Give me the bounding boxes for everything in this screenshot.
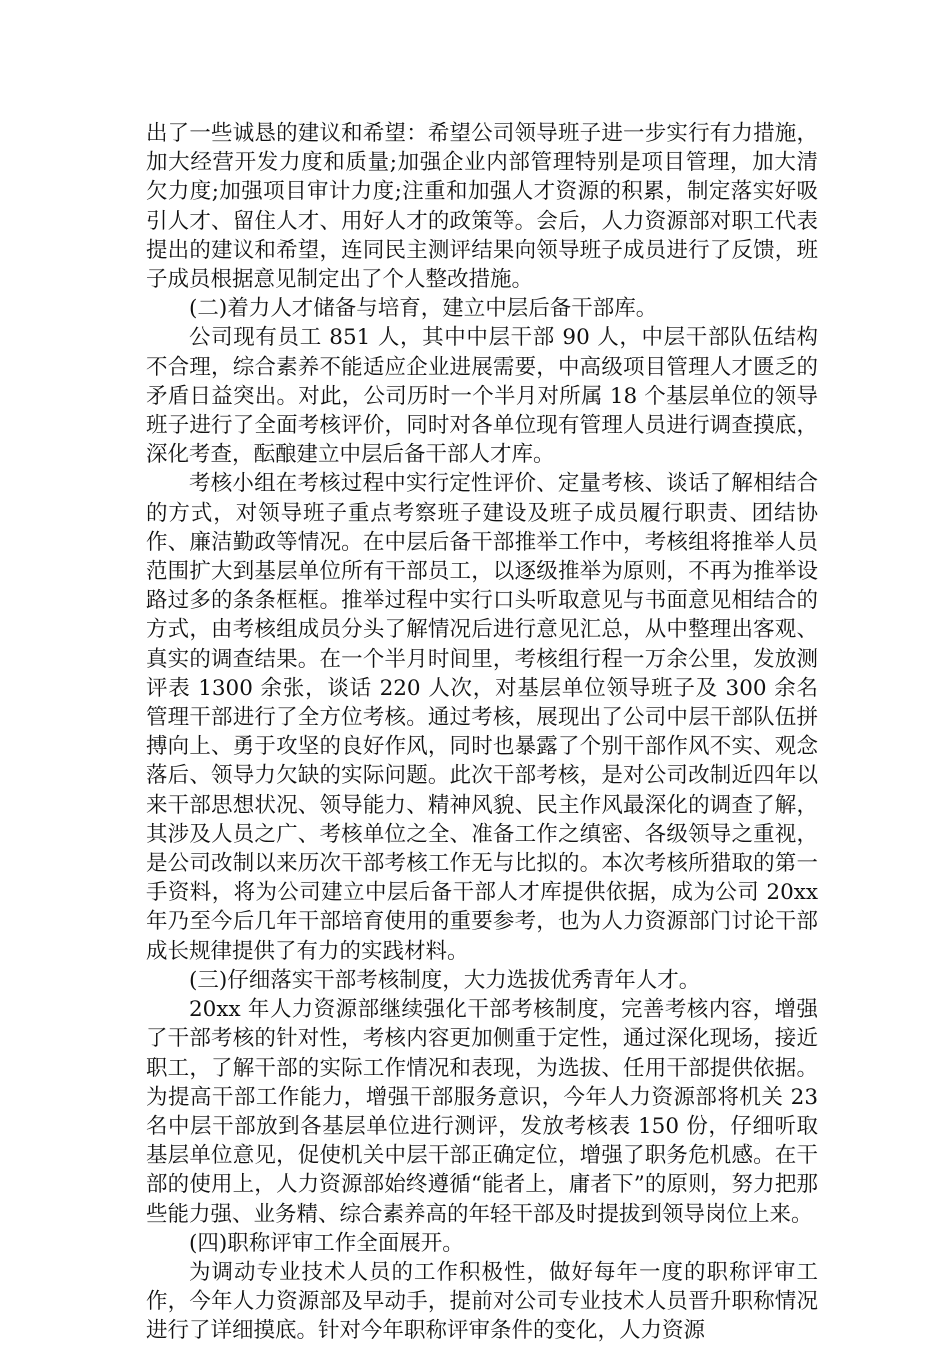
heading-section-4: (四)职称评审工作全面展开。 (189, 1230, 464, 1256)
paragraph-suggestions: 出了一些诚恳的建议和希望：希望公司领导班子进一步实行有力措施，加大经营开发力度和质量;加强企业内部管理特别是项目管理，加大清欠力度;加强项目审计力度;注重和加强人才资源的积累，制定落实好吸引人才、留住人才、用好人才的政策等。会后，人力资源部对职工代表提出的建议和希望，连同民主测评结果向领导班子成员进行了反馈，班子成员根据意见制定出了个人整改措施。 (146, 121, 818, 293)
heading-section-3: (三)仔细落实干部考核制度，大力选拔优秀青年人才。 (189, 967, 701, 993)
heading-section-2: (二)着力人才储备与培育，建立中层后备干部库。 (189, 296, 658, 322)
paragraph-staff-overview: 公司现有员工 851 人，其中中层干部 90 人，中层干部队伍结构不合理，综合素养不能适应企业进展需要，中高级项目管理人才匮乏的矛盾日益突出。对此，公司历时一个半月对所属 18 个基层单位的领导班子进行了全面考核评价，同时对各单位现有管理人员进行调查摸底，深化考查，酝酿建立中层后备干部人才库。 (146, 325, 818, 468)
document-page (146, 119, 818, 1346)
paragraph-title-evaluation: 为调动专业技术人员的工作积极性，做好每年一度的职称评审工作，今年人力资源部及早动手，提前对公司专业技术人员晋升职称情况进行了详细摸底。针对今年职称评审条件的变化，人力资源 (146, 1259, 818, 1344)
paragraph-assessment-process: 考核小组在考核过程中实行定性评价、定量考核、谈话了解相结合的方式，对领导班子重点考察班子建设及班子成员履行职责、团结协作、廉洁勤政等情况。在中层后备干部推举工作中，考核组将推举人员范围扩大到基层单位所有干部员工，以逐级推举为原则，不再为推举设路过多的条条框框。推举过程中实行口头听取意见与书面意见相结合的方式，由考核组成员分头了解情况后进行意见汇总，从中整理出客观、真实的调查结果。在一个半月时间里，考核组行程一万余公里，发放测评表 1300 余张，谈话 220 人次，对基层单位领导班子及 300 余名管理干部进行了全方位考核。通过考核，展现出了公司中层干部队伍拼搏向上、勇于攻坚的良好作风，同时也暴露了个别干部作风不实、观念落后、领导力欠缺的实际问题。此次干部考核，是对公司改制近四年以来干部思想状况、领导能力、精神风貌、民主作风最深化的调查了解，其涉及人员之广、考核单位之全、准备工作之缜密、各级领导之重视，是公司改制以来历次干部考核工作无与比拟的。本次考核所猎取的第一手资料，将为公司建立中层后备干部人才库提供依据，成为公司 20xx 年乃至今后几年干部培育使用的重要参考，也为人力资源部门讨论干部成长规律提供了有力的实践材料。 (146, 471, 818, 964)
paragraph-cadre-assessment: 20xx 年人力资源部继续强化干部考核制度，完善考核内容，增强了干部考核的针对性，考核内容更加侧重于定性，通过深化现场，接近职工，了解干部的实际工作情况和表现，为选拔、任用干部提供依据。为提高干部工作能力，增强干部服务意识，今年人力资源部将机关 23 名中层干部放到各基层单位进行测评，发放考核表 150 份，仔细听取基层单位意见，促使机关中层干部正确定位，增强了职务危机感。在干部的使用上，人力资源部始终遵循“能者上，庸者下”的原则，努力把那些能力强、业务精、综合素养高的年轻干部及时提拔到领导岗位上来。 (146, 997, 818, 1227)
